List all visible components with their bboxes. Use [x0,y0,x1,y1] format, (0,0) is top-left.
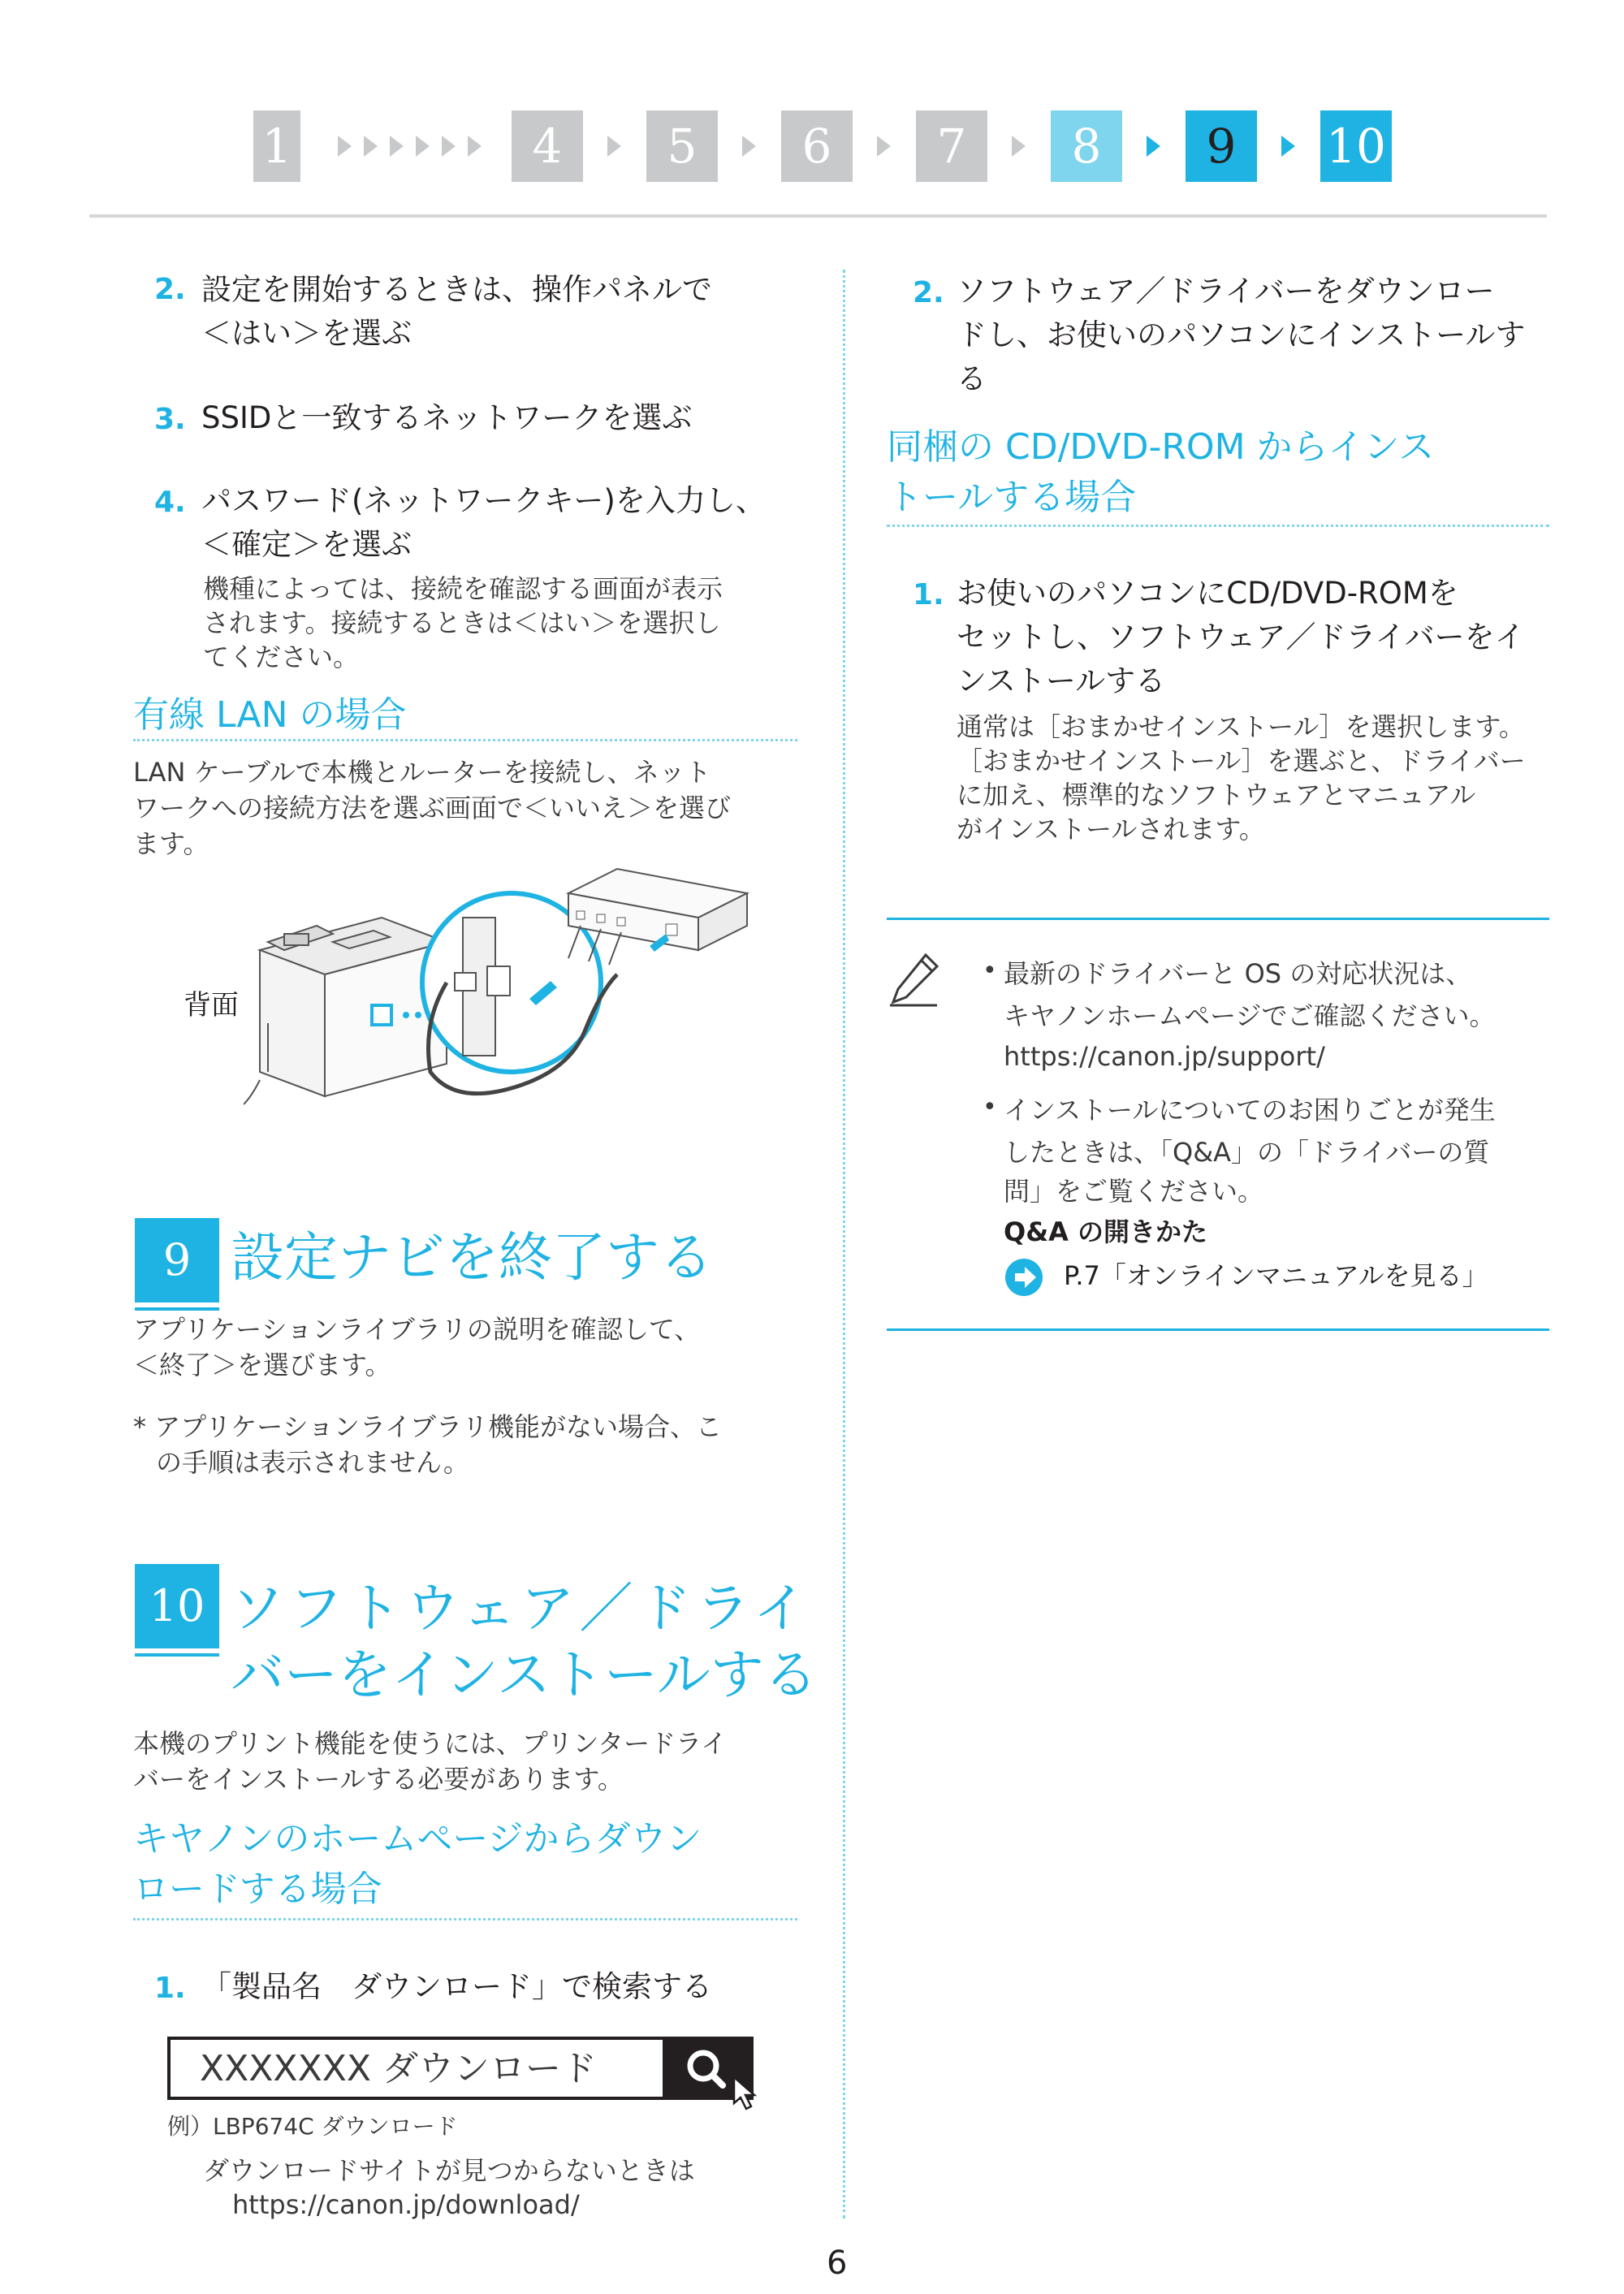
body-text: ます。 [133,828,209,859]
note-text: 最新のドライバーと OS の対応状況は、 [1004,958,1472,989]
step-title: ＜はい＞を選ぶ [201,316,412,351]
heading-underline [887,525,1549,527]
note-text: てください。 [203,642,360,672]
search-field-value: XXXXXXX ダウンロード [200,2048,597,2089]
step-title: パスワード(ネットワークキー)を入力し、 [201,483,766,518]
step-arrow-icon [1147,136,1160,157]
body-text: ＜終了＞を選びます。 [133,1350,391,1380]
column-divider [843,270,845,2218]
step-8-box: 8 [1051,110,1122,182]
footnote-text: の手順は表示されません。 [156,1447,469,1478]
section-9-badge: 9 [135,1218,219,1303]
step-title: ソフトウェア／ドライバーをダウンロー [957,274,1495,309]
step-arrow-icon [742,136,756,157]
step-arrow-icon [1012,136,1026,157]
cd-install-heading: トールする場合 [887,477,1137,518]
step-4-box: 4 [512,110,583,182]
step-10-box: 10 [1320,110,1392,182]
step-title: 「製品名 ダウンロード」で検索する [201,1969,712,2004]
step-arrow-icon [877,136,891,157]
step-arrow-icon [390,136,404,157]
arrow-right-icon [1004,1257,1044,1298]
download-url: https://canon.jp/download/ [232,2189,580,2220]
body-text: LAN ケーブルで本機とルーターを接続し、ネット [133,757,711,788]
step-7-box: 7 [916,110,987,182]
wired-lan-heading: 有線 LAN の場合 [133,694,407,736]
note-text: したときは、「Q&A」の「ドライバーの質 [1004,1137,1490,1168]
note-text: に加え、標準的なソフトウェアとマニュアル [957,780,1476,810]
step-arrow-icon [607,136,621,157]
body-text: ワークへの接続方法を選ぶ画面で＜いいえ＞を選び [133,793,732,823]
note-text: ダウンロードサイトが見つからないときは [203,2155,695,2186]
cd-install-heading: 同梱の CD/DVD-ROM からインス [887,426,1435,468]
step-title: ドし、お使いのパソコンにインストールす [957,318,1526,352]
step-9-box: 9 [1186,110,1257,182]
step-number: 1. [154,1972,186,2005]
step-arrow-icon [364,136,378,157]
note-text: 機種によっては、接続を確認する画面が表示 [203,573,723,604]
qa-label: Q&A の開きかた [1004,1216,1208,1247]
note-text: されます。接続するときは＜はい＞を選択し [203,607,721,638]
example-text: 例）LBP674C ダウンロード [167,2113,458,2140]
step-arrow-icon [416,136,430,157]
step-title: ＜確定＞を選ぶ [201,527,412,562]
section-9-title: 設定ナビを終了する [231,1226,713,1289]
figure-label-rear: 背面 [184,989,239,1022]
step-number: 1. [913,578,944,611]
section-10-title: ソフトウェア／ドライ [231,1577,812,1639]
support-url: https://canon.jp/support/ [1004,1041,1325,1072]
body-text: バーをインストールする必要があります。 [133,1764,624,1795]
step-number: 2. [154,273,186,306]
step-number: 2. [913,276,944,309]
heading-underline [133,739,797,741]
qa-link[interactable]: P.7「オンラインマニュアルを見る」 [1064,1260,1488,1291]
step-title: ンストールする [957,663,1166,698]
lan-connection-illustration [244,861,763,1112]
header-rule [89,214,1547,218]
footnote-text: * アプリケーションライブラリ機能がない場合、こ [133,1411,723,1442]
download-heading: キヤノンのホームページからダウン [133,1818,702,1860]
section-10-title: バーをインストールする [231,1644,818,1706]
step-title: SSIDと一致するネットワークを選ぶ [201,400,693,435]
step-title: る [957,361,987,396]
step-5-box: 5 [646,110,718,182]
section-10-badge: 10 [135,1564,219,1648]
step-6-box: 6 [781,110,853,182]
note-text: ［おまかせインストール］を選ぶと、ドライバー [957,745,1526,776]
step-arrow-icon [338,136,352,157]
step-title: お使いのパソコンにCD/DVD-ROMを [957,576,1458,611]
note-text: 通常は［おまかせインストール］を選択します。 [957,711,1525,742]
step-arrow-icon [468,136,482,157]
notes-top-rule [887,918,1549,920]
step-number: 3. [154,403,186,436]
note-text: キヤノンホームページでご確認ください。 [1004,1000,1496,1031]
step-title: 設定を開始するときは、操作パネルで [201,272,712,307]
bullet-icon: • [983,957,997,985]
notes-bottom-rule [887,1328,1549,1331]
download-heading: ロードする場合 [133,1868,382,1910]
step-arrow-icon [1281,136,1295,157]
note-text: 問」をご覧ください。 [1004,1176,1264,1207]
step-arrow-icon [442,136,456,157]
mouse-cursor-icon [731,2076,768,2113]
step-title: セットし、ソフトウェア／ドライバーをイ [957,620,1525,655]
step-number: 4. [154,486,186,519]
body-text: 本機のプリント機能を使うには、プリンタードライ [133,1728,728,1759]
search-field-illustration [167,2037,754,2100]
heading-underline [133,1918,797,1920]
note-text: がインストールされます。 [957,814,1265,845]
step-1-box: 1 [253,110,300,182]
page-number: 6 [827,2244,848,2282]
body-text: アプリケーションライブラリの説明を確認して、 [133,1314,701,1345]
note-text: インストールについてのお困りごとが発生 [1004,1095,1496,1125]
pencil-icon [888,950,947,1009]
bullet-icon: • [983,1093,997,1121]
